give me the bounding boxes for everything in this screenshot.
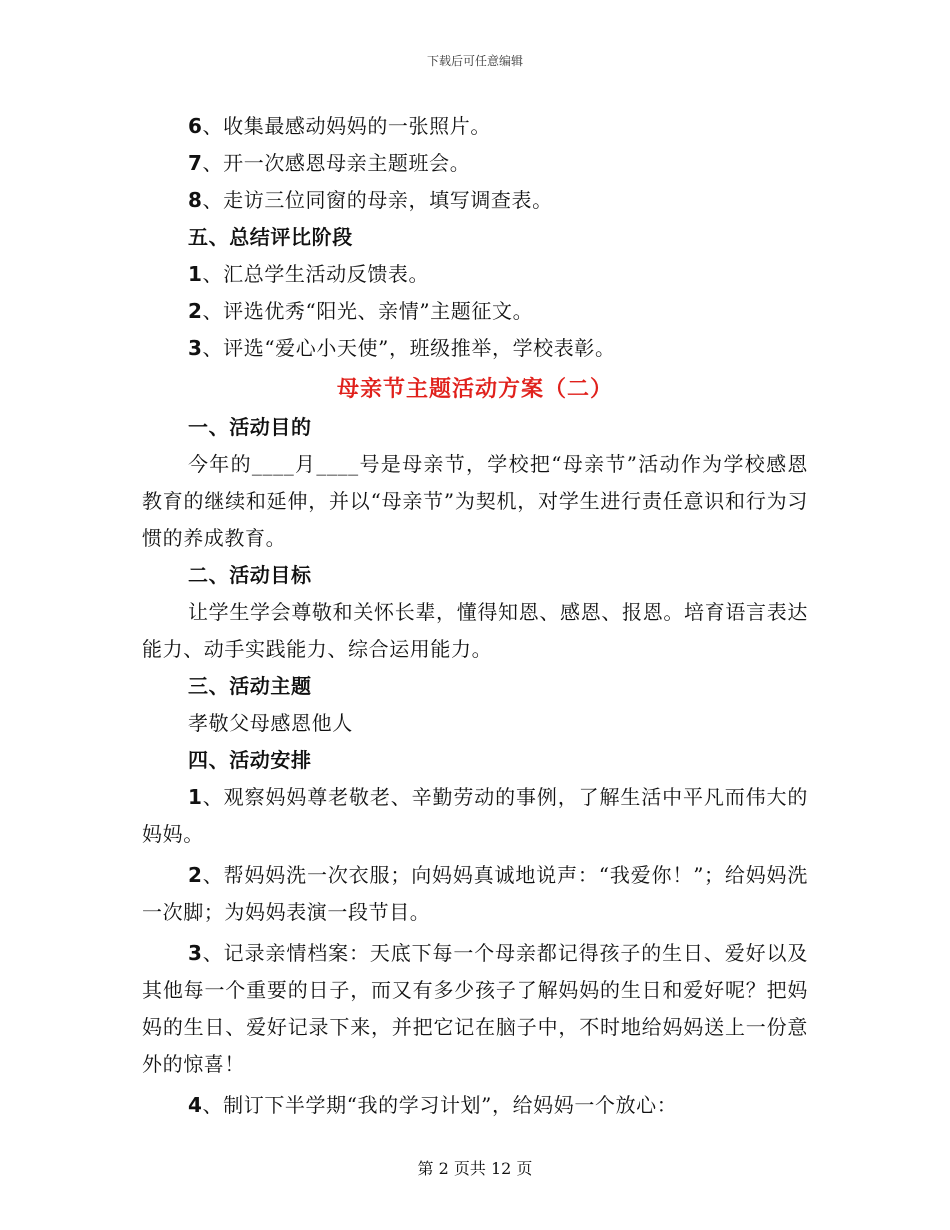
document-body [142, 108, 808, 1124]
section-heading: 五、总结评比阶段 [188, 225, 353, 249]
section-heading: 二、活动目标 [188, 563, 312, 587]
list-item: 1、汇总学生活动反馈表。 [188, 262, 430, 286]
list-item: 3、评选“爱心小天使”，班级推举，学校表彰。 [188, 336, 616, 360]
paragraph: 孝敬父母感恩他人 [188, 711, 353, 735]
list-item: 1、观察妈妈尊老敬老、辛勤劳动的事例，了解生活中平凡而伟大的妈妈。 [142, 785, 808, 846]
list-item: 3、记录亲情档案：天底下每一个母亲都记得孩子的生日、爱好以及其他每一个重要的日子，而又有多少孩子了解妈妈的生日和爱好呢？把妈妈的生日、爱好记录下来，并把它记在脑子中，不时地给妈妈送上一份意外的惊喜！ [142, 941, 808, 1076]
page-footer: 第 2 页共 12 页 [417, 1159, 533, 1178]
list-item: 4、制订下半学期“我的学习计划”，给妈妈一个放心： [188, 1093, 678, 1117]
section-heading: 四、活动安排 [188, 748, 312, 772]
list-item: 6、收集最感动妈妈的一张照片。 [188, 114, 491, 138]
paragraph: 今年的____月____号是母亲节，学校把“母亲节”活动作为学校感恩教育的继续和延伸，并以“母亲节”为契机，对学生进行责任意识和行为习惯的养成教育。 [142, 452, 808, 550]
list-item: 2、帮妈妈洗一次衣服；向妈妈真诚地说声：“我爱你！”；给妈妈洗一次脚；为妈妈表演一段节目。 [142, 863, 808, 924]
section-heading: 一、活动目的 [188, 415, 312, 439]
list-item: 7、开一次感恩母亲主题班会。 [188, 151, 471, 175]
section-heading: 三、活动主题 [188, 674, 312, 698]
paragraph: 让学生学会尊敬和关怀长辈，懂得知恩、感恩、报恩。培育语言表达能力、动手实践能力、综合运用能力。 [142, 600, 808, 661]
list-item: 8、走访三位同窗的母亲，填写调查表。 [188, 188, 553, 212]
document-title: 母亲节主题活动方案（二） [336, 376, 613, 402]
page-header: 下载后可任意编辑 [426, 54, 523, 68]
list-item: 2、评选优秀“阳光、亲情”主题征文。 [188, 299, 534, 323]
